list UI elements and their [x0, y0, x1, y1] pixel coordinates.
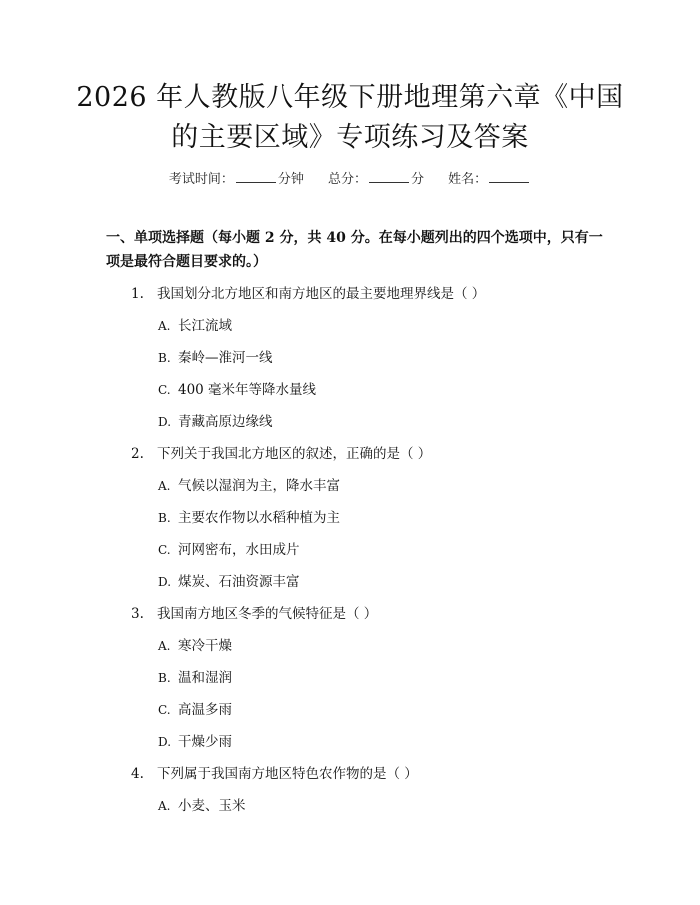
- section-heading: 一、单项选择题（每小题 2 分，共 40 分。在每小题列出的四个选项中，只有一项是最符合题目要求的。）: [106, 230, 603, 270]
- option-text: 煤炭、石油资源丰富: [178, 574, 300, 590]
- option-1b: [158, 346, 273, 366]
- option-2d: [158, 570, 300, 590]
- option-letter: D.: [158, 735, 172, 749]
- option-1a: [158, 314, 232, 334]
- question-text: 下列属于我国南方地区特色农作物的是（ ）: [157, 766, 418, 782]
- option-3a: [158, 634, 232, 654]
- question-text: 我国划分北方地区和南方地区的最主要地理界线是（ ）: [157, 286, 486, 302]
- time-unit: 分钟: [277, 172, 304, 187]
- option-text: 气候以湿润为主，降水丰富: [178, 478, 340, 494]
- score-label: 总分：: [327, 172, 367, 187]
- option-letter: C.: [158, 543, 171, 557]
- option-text: 高温多雨: [178, 702, 232, 718]
- exam-meta: [0, 168, 700, 187]
- option-text: 400 毫米年等降水量线: [178, 382, 317, 398]
- option-letter: D.: [158, 575, 172, 589]
- title-line-1: 2026 年人教版八年级下册地理第六章《中国: [76, 82, 624, 113]
- option-3d: [158, 730, 232, 750]
- student-name: [448, 172, 531, 187]
- option-text: 秦岭—淮河一线: [178, 350, 273, 366]
- option-2c: [158, 538, 300, 558]
- option-3b: [158, 666, 232, 686]
- option-text: 长江流域: [178, 318, 232, 334]
- option-letter: A.: [158, 639, 171, 653]
- total-score: [328, 172, 424, 187]
- time-blank: [236, 170, 276, 183]
- question-number: 4.: [131, 766, 144, 782]
- option-text: 干燥少雨: [178, 734, 232, 750]
- question-text: 下列关于我国北方地区的叙述，正确的是（ ）: [157, 446, 432, 462]
- option-letter: A.: [158, 799, 171, 813]
- title-line-2: 的主要区域》专项练习及答案: [171, 122, 529, 153]
- question-2: [131, 442, 431, 462]
- question-number: 2.: [131, 446, 144, 462]
- option-letter: B.: [158, 671, 171, 685]
- question-3: [131, 602, 377, 622]
- question-1: [131, 282, 485, 302]
- time-label: 考试时间：: [168, 172, 234, 187]
- option-letter: C.: [158, 383, 171, 397]
- score-unit: 分: [411, 172, 425, 187]
- document-title: [70, 78, 630, 158]
- option-letter: C.: [158, 703, 171, 717]
- option-text: 青藏高原边缘线: [178, 414, 273, 430]
- question-4: [131, 762, 418, 782]
- option-text: 温和湿润: [178, 670, 232, 686]
- option-letter: B.: [158, 351, 171, 365]
- option-2b: [158, 506, 340, 526]
- option-2a: [158, 474, 340, 494]
- name-blank: [489, 170, 529, 183]
- option-letter: D.: [158, 415, 172, 429]
- score-blank: [369, 170, 409, 183]
- option-letter: A.: [158, 319, 171, 333]
- option-1d: [158, 410, 273, 430]
- option-4a: [158, 794, 246, 814]
- option-letter: A.: [158, 479, 171, 493]
- name-label: 姓名：: [448, 172, 488, 187]
- option-1c: [158, 378, 316, 398]
- question-text: 我国南方地区冬季的气候特征是（ ）: [157, 606, 378, 622]
- option-text: 小麦、玉米: [178, 798, 246, 814]
- option-text: 河网密布，水田成片: [178, 542, 300, 558]
- question-number: 3.: [131, 606, 144, 622]
- option-text: 主要农作物以水稻种植为主: [178, 510, 340, 526]
- option-3c: [158, 698, 232, 718]
- question-number: 1.: [131, 286, 144, 302]
- option-text: 寒冷干燥: [178, 638, 232, 654]
- exam-time: [169, 172, 304, 187]
- option-letter: B.: [158, 511, 171, 525]
